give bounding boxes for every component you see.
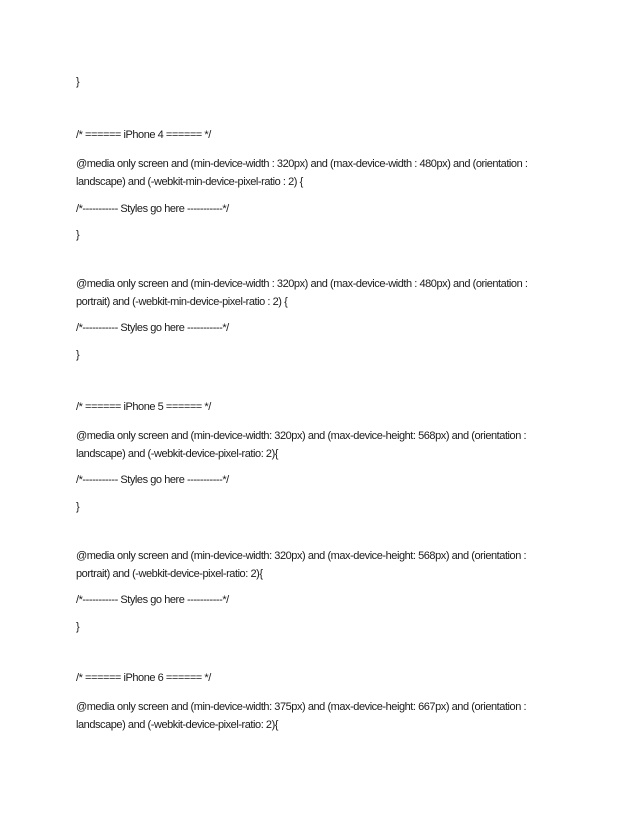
styles-comment: /*----------- Styles go here -----------*/: [76, 203, 229, 215]
styles-comment: /*----------- Styles go here -----------*/: [76, 594, 229, 606]
media-query-line: @media only screen and (min-device-width: 375px) and (max-device-height: 667px) and (orientation :: [76, 701, 527, 713]
media-query-line-continued: landscape) and (-webkit-device-pixel-ratio: 2){: [76, 719, 279, 731]
closing-brace: }: [76, 501, 80, 513]
media-query-line-continued: portrait) and (-webkit-min-device-pixel-ratio : 2) {: [76, 296, 288, 308]
closing-brace: }: [76, 621, 80, 633]
comment-iphone-5-heading: /* ====== iPhone 5 ====== */: [76, 401, 211, 413]
media-query-line-continued: landscape) and (-webkit-min-device-pixel-ratio : 2) {: [76, 176, 303, 188]
comment-iphone-4-heading: /* ====== iPhone 4 ====== */: [76, 129, 211, 141]
closing-brace: }: [76, 76, 80, 88]
media-query-line-continued: landscape) and (-webkit-device-pixel-ratio: 2){: [76, 448, 279, 460]
media-query-line: @media only screen and (min-device-width : 320px) and (max-device-width : 480px) and (orientation :: [76, 278, 528, 290]
comment-iphone-6-heading: /* ====== iPhone 6 ====== */: [76, 672, 211, 684]
media-query-line-continued: portrait) and (-webkit-device-pixel-ratio: 2){: [76, 568, 263, 580]
media-query-line: @media only screen and (min-device-width : 320px) and (max-device-width : 480px) and (orientation :: [76, 158, 528, 170]
media-query-line: @media only screen and (min-device-width: 320px) and (max-device-height: 568px) and (orientation :: [76, 550, 527, 562]
styles-comment: /*----------- Styles go here -----------*/: [76, 322, 229, 334]
closing-brace: }: [76, 229, 80, 241]
closing-brace: }: [76, 349, 80, 361]
media-query-line: @media only screen and (min-device-width: 320px) and (max-device-height: 568px) and (orientation :: [76, 430, 527, 442]
styles-comment: /*----------- Styles go here -----------*/: [76, 474, 229, 486]
